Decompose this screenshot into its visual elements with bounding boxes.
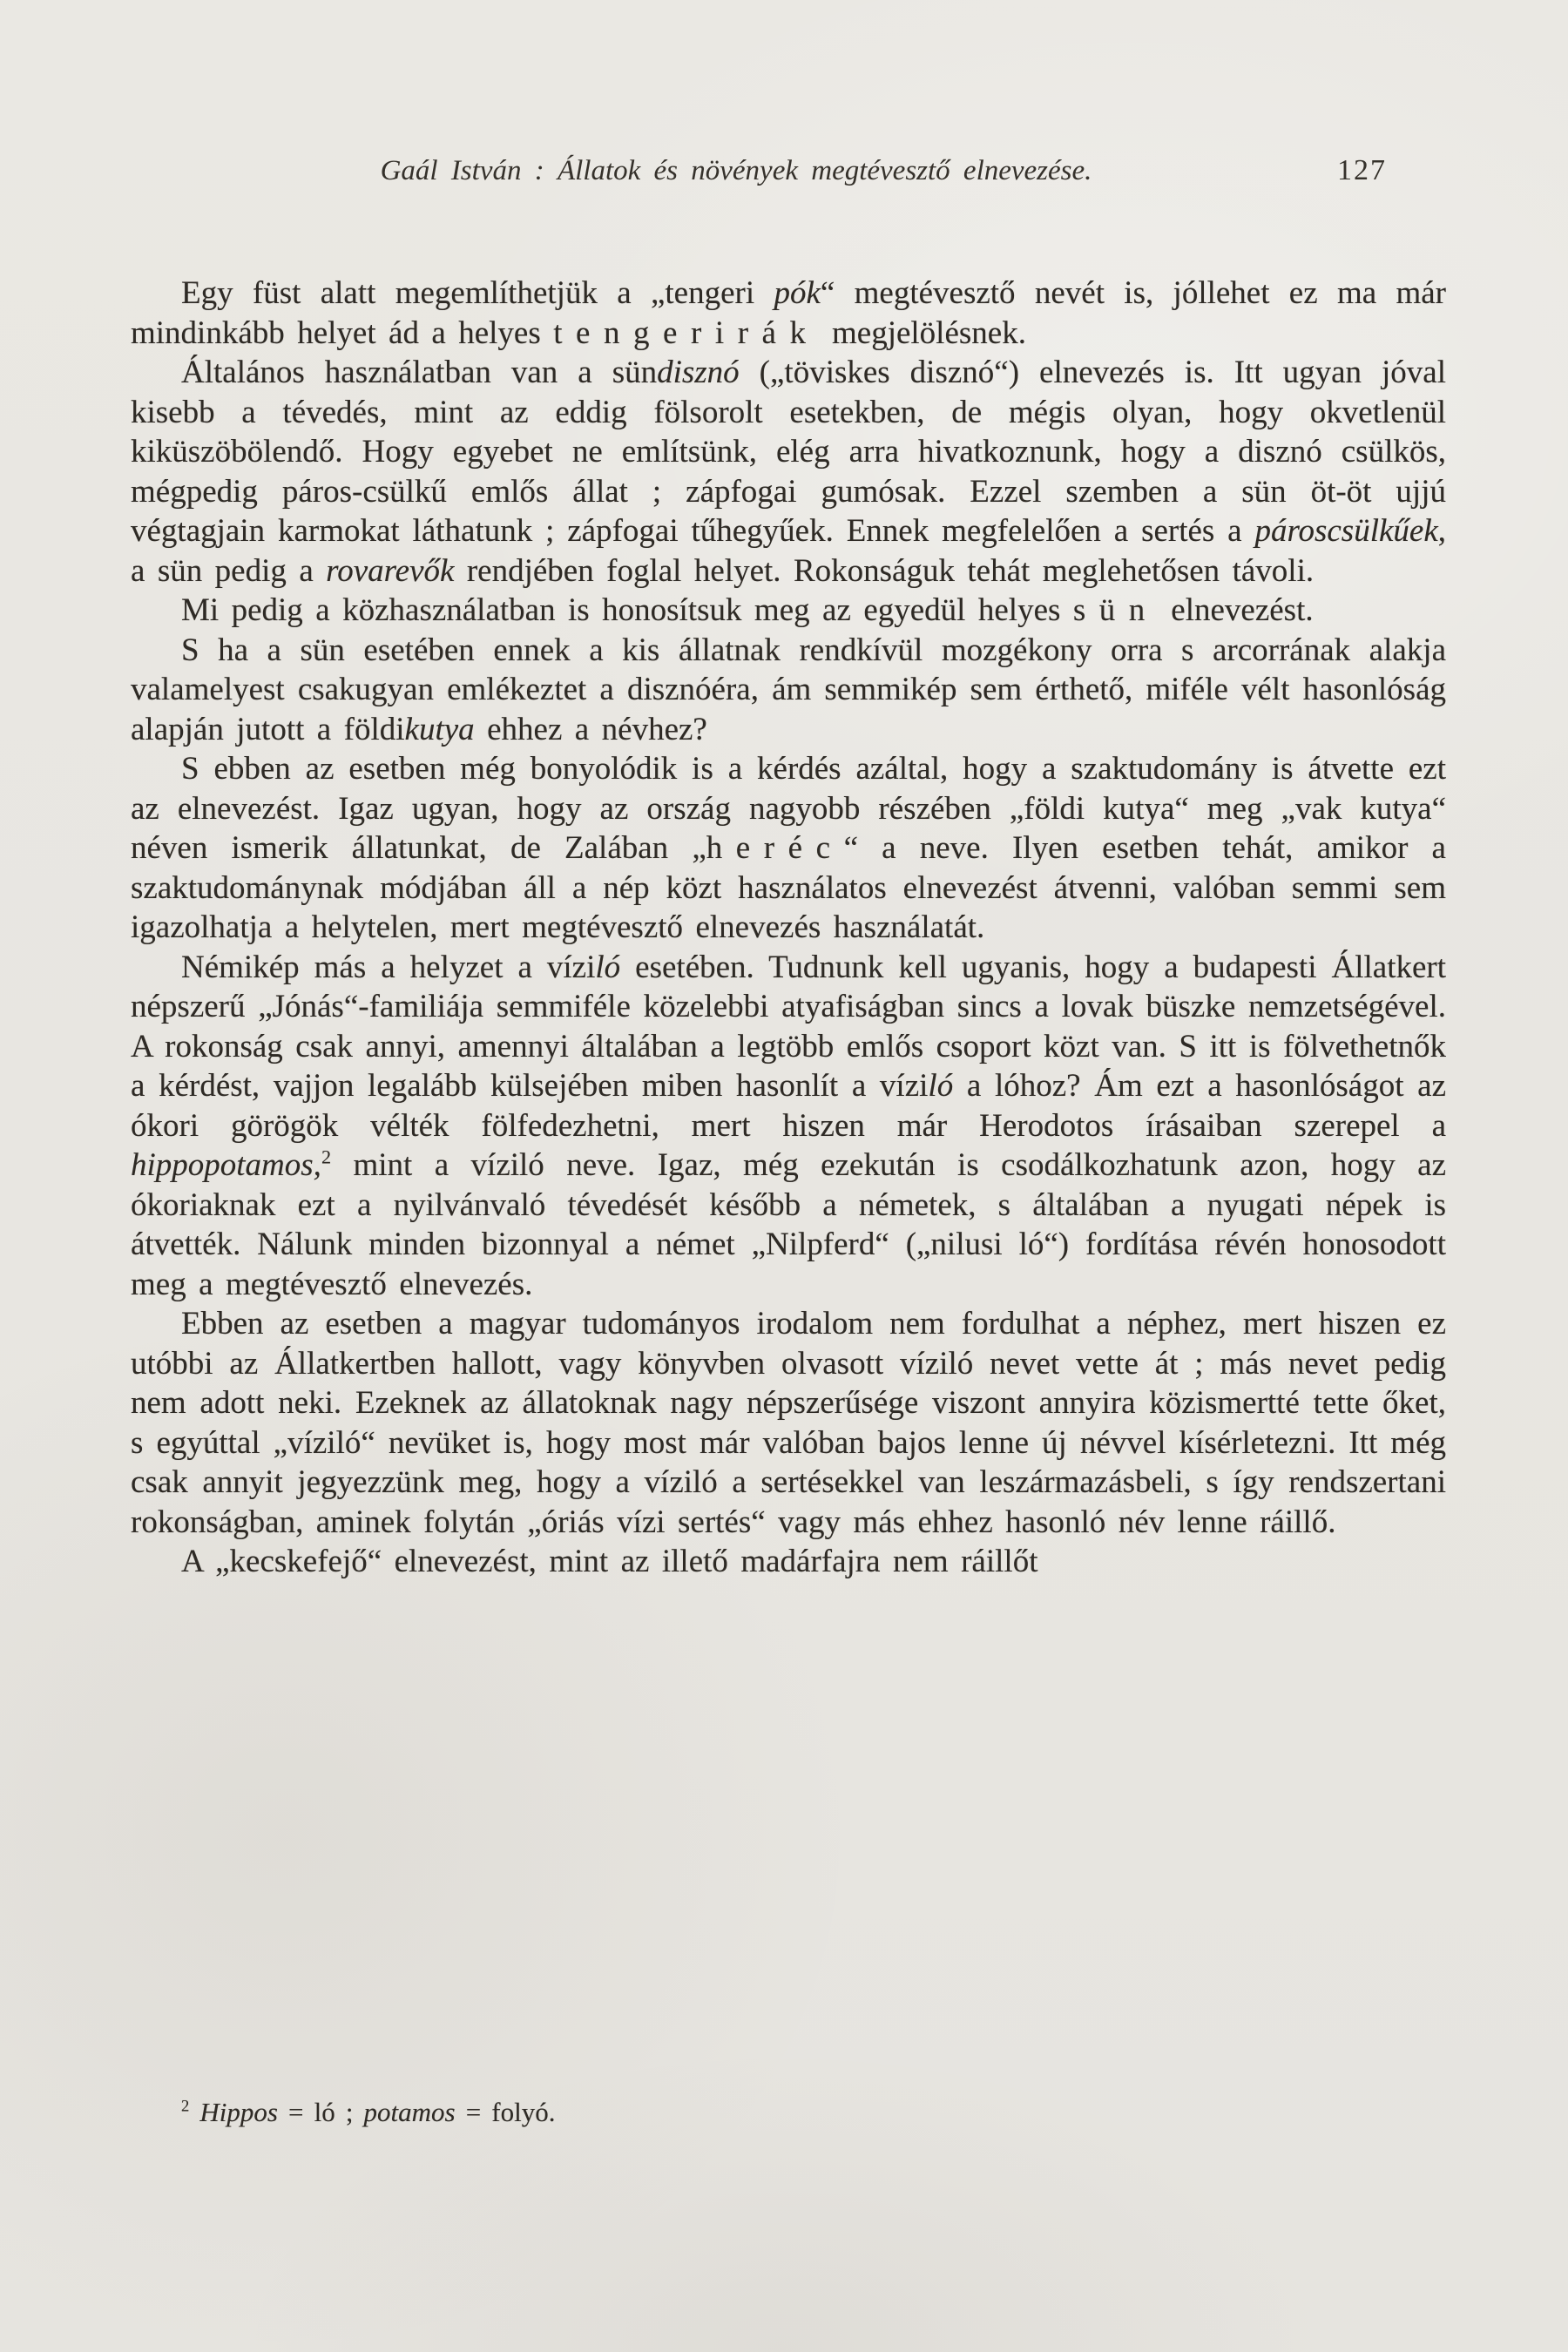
paragraph-2: Általános használatban van a sündisznó („töviskes disznó“) elnevezés is. Itt ugyan jóval kisebb a tévedés, mint az eddig fölsorolt esetekben, de mégis olyan, hogy okvetlenül kiküszöbölendő. Hogy egyebet ne említsünk, elég arra hivatkoznunk, hogy a disznó csülkös, mégpedig páros-csülkű emlős állat ; zápfogai gumósak. Ezzel szemben a sün öt-öt ujjú végtagjain karmokat láthatunk ; zápfogai tűhegyűek. Ennek megfelelően a sertés a pároscsülkűek, a sün pedig a rovarevők rendjében foglal helyet. Rokonságuk tehát meglehetősen távoli. bbox=[131, 355, 1446, 589]
paragraph-8: A „kecskefejő“ elnevezést, mint az illető madárfajra nem ráillőt bbox=[181, 1544, 1038, 1579]
paragraph-6: Némikép más a helyzet a víziló esetében. Tudnunk kell ugyanis, hogy a budapesti Állatkert népszerű „Jónás“-familiája semmiféle közelebbi atyafiságban sincs a lovak büszke nemzetségével. A rokonság csak annyi, amennyi általában a legtöbb emlős csoport közt van. S itt is fölvethetnők a kérdést, vajjon legalább külsejében miben hasonlít a víziló a lóhoz? Ám ezt a hasonlóságot az ókori görögök vélték fölfedezhetni, mert hiszen már Herodotos írásaiban szerepel a hippopotamos,$^2$ mint a víziló neve. Igaz, még ezekután is csodálkozhatunk azon, hogy az ókoriaknak ezt a nyilvánvaló tévedését később a németek, s általában a nyugati népek is átvették. Nálunk minden bizonnyal a német „Nilpferd“ („nilusi ló“) fordítása révén honosodott meg a megtévesztő elnevezés. bbox=[131, 949, 1446, 1302]
paragraph-7: Ebben az esetben a magyar tudományos irodalom nem fordulhat a néphez, mert hiszen ez utóbbi az Állatkertben hallott, vagy könyvben olvasott víziló nevet vette át ; más nevet pedig nem adott neki. Ezeknek az állatoknak nagy népszerűsége viszont annyira közismertté tette őket, s egyúttal „víziló“ nevüket is, hogy most már valóban bajos lenne új névvel kísérletezni. Itt még csak annyit jegyezzünk meg, hogy a víziló a sertésekkel van leszármazásbeli, s így rendszertani rokonságban, aminek folytán „óriás vízi sertés“ vagy más ehhez hasonló név lenne ráillő. bbox=[131, 1306, 1446, 1540]
running-header bbox=[131, 153, 1446, 188]
paragraph-3: Mi pedig a közhasználatban is honosítsuk meg az egyedül helyes sün elnevezést. bbox=[181, 592, 1314, 628]
running-title: Gaál István : Állatok és növények megtévesztő elnevezése. bbox=[380, 155, 1092, 186]
paragraph-4: S ha a sün esetében ennek a kis állatnak rendkívül mozgékony orra s arcorrának alakja valamelyest csakugyan emlékeztet a disznóéra, ám semmikép sem érthető, miféle vélt hasonlóság alapján jutott a földikutya ehhez a névhez? bbox=[131, 632, 1446, 747]
page-body bbox=[131, 274, 1446, 1582]
footnote: $^2$ Hippos = ló ; potamos = folyó. bbox=[181, 2097, 556, 2127]
paragraph-1: Egy füst alatt megemlíthetjük a „tengeri pók“ megtévesztő nevét is, jóllehet ez ma már mindinkább helyet ád a helyes tengerirák megjelölésnek. bbox=[131, 275, 1446, 351]
paragraph-5: S ebben az esetben még bonyolódik is a kérdés azáltal, hogy a szaktudomány is átvette ezt az elnevezést. Igaz ugyan, hogy az ország nagyobb részében „földi kutya“ meg „vak kutya“ néven ismerik állatunkat, de Zalában „heréc“ a neve. Ilyen esetben tehát, amikor a szaktudománynak módjában áll a nép közt használatos elnevezést átvenni, valóban semmi sem igazolhatja a helytelen, mert megtévesztő elnevezés használatát. bbox=[131, 751, 1446, 945]
page-number: 127 bbox=[1337, 154, 1387, 186]
